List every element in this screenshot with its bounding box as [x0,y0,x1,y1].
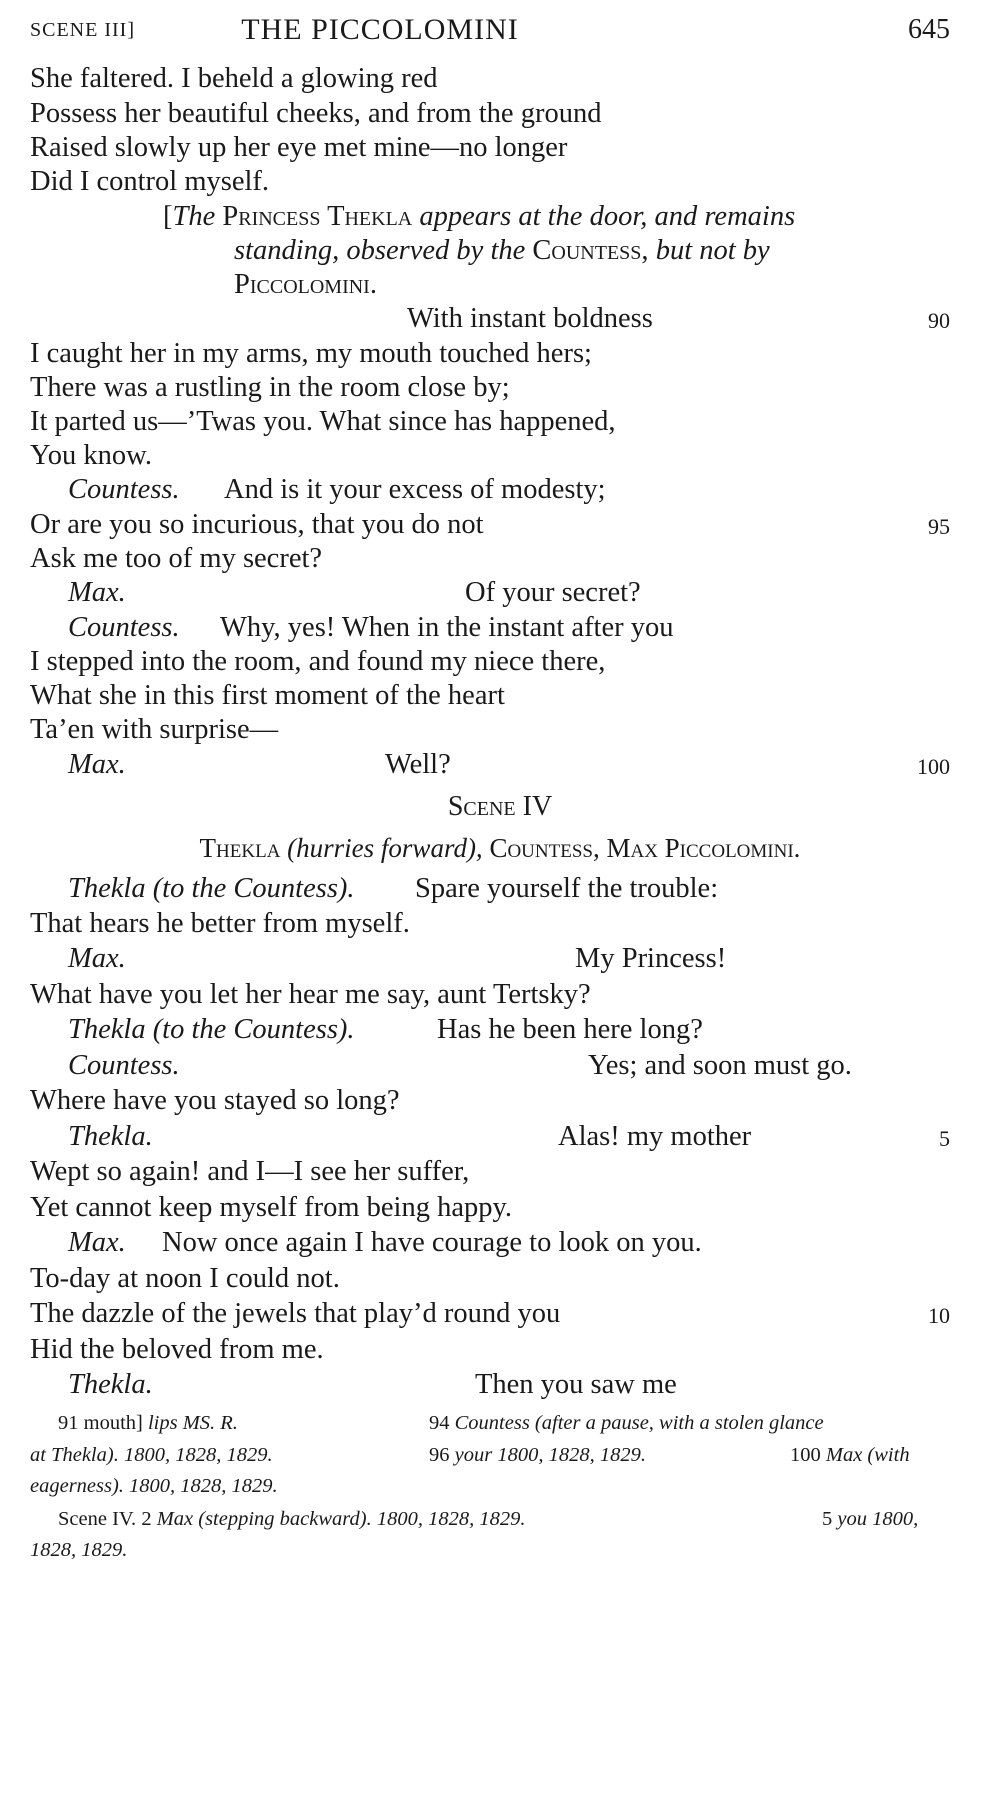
verse-line: You know. [30,440,152,471]
speaker-name: Countess. [68,612,180,643]
verse-line: Alas! my mother [558,1121,752,1152]
speaker-name: Max. [68,577,126,608]
verse-line: She faltered. I beheld a glowing red [30,63,438,94]
verse-line: Well? [385,749,451,780]
speaker-name: Thekla (to the Countess). [68,873,355,904]
verse-line: There was a rustling in the room close by; [30,372,510,403]
footnote: 100 Max (with [790,1444,910,1466]
stage-direction-line [234,266,377,304]
character-name: Countess, [489,833,600,863]
verse-line: Why, yes! When in the instant after you [220,612,674,643]
verse-line: And is it your excess of modesty; [224,474,606,505]
verse-line: I stepped into the room, and found my niece there, [30,646,606,677]
footnote-continued: eagerness). 1800, 1828, 1829. [30,1475,278,1497]
verse-line: Yet cannot keep myself from being happy. [30,1192,513,1223]
footnote: 94 Countess (after a pause, with a stolen glance [429,1412,824,1434]
speaker-name: Max. [68,1227,126,1258]
character-list [0,829,1000,867]
verse-line: Where have you stayed so long? [30,1085,400,1116]
verse-line: Hid the beloved from me. [30,1334,324,1365]
verse-line: Wept so again! and I—I see her suffer, [30,1156,470,1187]
verse-line: Or are you so incurious, that you do not [30,509,484,540]
verse-line: What she in this first moment of the heart [30,680,505,711]
verse-line: Ta’en with surprise— [30,714,279,745]
line-number: 100 [917,754,950,779]
line-number: 10 [928,1303,950,1328]
speaker-name: Thekla. [68,1369,153,1400]
character-name: Thekla [199,833,281,863]
verse-line: Spare yourself the trouble: [415,873,719,904]
verse-line: Raised slowly up her eye met mine—no longer [30,132,568,163]
footnote: 5 you 1800, [822,1508,919,1530]
line-number: 90 [928,308,950,333]
speaker-name: Thekla. [68,1121,153,1152]
line-number: 95 [928,514,950,539]
verse-line: Now once again I have courage to look on you. [162,1227,702,1258]
footnote: 96 your 1800, 1828, 1829. [429,1444,646,1466]
footnote-continued: at Thekla). 1800, 1828, 1829. [30,1444,273,1466]
verse-line: Has he been here long? [437,1014,703,1045]
verse-line: Then you saw me [475,1369,677,1400]
verse-line: With instant boldness [407,303,653,334]
speaker-name: Thekla (to the Countess). [68,1014,355,1045]
verse-line: What have you let her hear me say, aunt Tertsky? [30,979,591,1010]
speaker-name: Countess. [68,1050,180,1081]
character-name: Piccolomini. [234,269,377,300]
scene-heading: Scene IV [447,791,553,822]
header-page-number: 645 [908,14,950,45]
character-name: Princess Thekla [222,201,413,232]
header-title: THE PICCOLOMINI [241,13,519,46]
verse-line: Did I control myself. [30,166,270,197]
header-scene: SCENE III] [30,19,135,41]
line-number: 5 [939,1126,950,1151]
verse-line: I caught her in my arms, my mouth touched hers; [30,338,592,369]
character-name: Max Piccolomini. [606,833,801,863]
verse-line: That hears he better from myself. [30,908,410,939]
verse-line: Of your secret? [465,577,641,608]
verse-line: It parted us—’Twas you. What since has happened, [30,406,616,437]
character-name: Countess, [532,235,649,266]
stage-direction-line: standing, observed by the Countess, but not by [234,235,770,266]
footnote: Scene IV. 2 Max (stepping backward). 1800, 1828, 1829. [58,1508,526,1530]
speaker-name: Max. [68,943,126,974]
stage-note: (hurries forward), [287,833,483,863]
stage-direction-line: [The Princess Thekla appears at the door, and remains [163,201,796,232]
speaker-name: Max. [68,749,126,780]
footnote: 91 mouth] lips MS. R. [58,1412,238,1434]
verse-line: Possess her beautiful cheeks, and from the ground [30,98,602,129]
verse-line: Yes; and soon must go. [588,1050,852,1081]
verse-line: My Princess! [575,943,727,974]
speaker-name: Countess. [68,474,180,505]
bracket: [ [163,201,173,232]
verse-line: The dazzle of the jewels that play’d round you [30,1298,561,1329]
verse-line: Ask me too of my secret? [30,543,323,574]
footnote-continued: 1828, 1829. [30,1539,128,1561]
verse-line: To-day at noon I could not. [30,1263,340,1294]
